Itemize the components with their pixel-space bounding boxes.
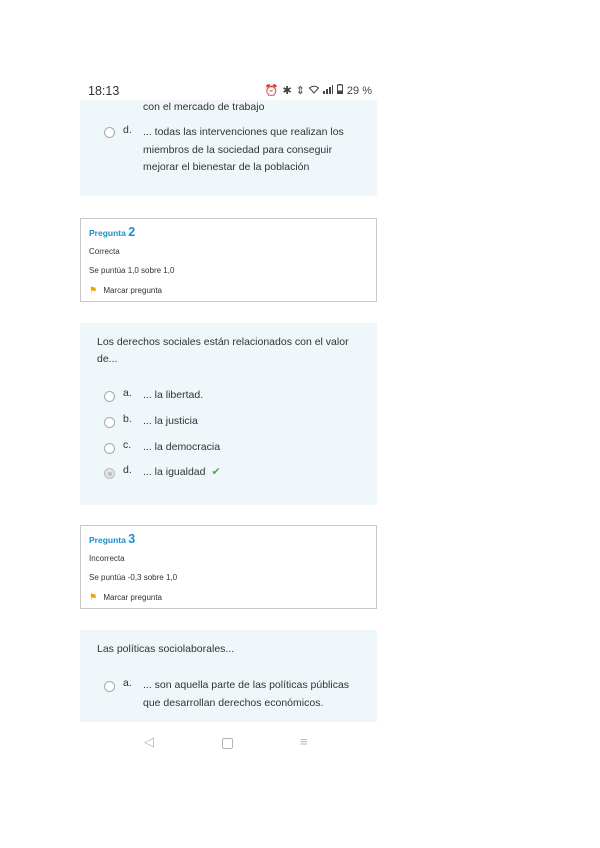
option-text: ... todas las intervenciones que realizan los miembros de la sociedad para conseguir mejorar el bienestar de la población [143, 126, 344, 173]
home-icon[interactable] [222, 738, 233, 749]
flag-question-3[interactable]: ⚑ Marcar pregunta [89, 592, 163, 602]
question-3-title: Pregunta 3 [89, 532, 136, 546]
flag-icon: ⚑ [89, 285, 98, 295]
q2-option-d-radio[interactable] [104, 468, 115, 479]
question-3-info [80, 525, 377, 609]
status-icons [265, 84, 372, 97]
option-letter: d. [123, 124, 132, 136]
question-3-body [80, 630, 377, 722]
option-text: ... la libertad. [143, 389, 204, 401]
question-2-status: Correcta [89, 247, 120, 256]
correct-check-icon: ✔ [211, 466, 221, 478]
alarm-icon: ⏰ [264, 85, 279, 97]
battery-icon [337, 84, 343, 97]
q1-partial-text: con el mercado de trabajo [143, 101, 265, 113]
question-2-title: Pregunta 2 [89, 225, 136, 239]
bluetooth-icon: ✱ [282, 85, 292, 97]
option-text: ... la justicia [143, 415, 198, 427]
question-2-score: Se puntúa 1,0 sobre 1,0 [89, 266, 175, 275]
question-2-body [80, 323, 377, 505]
question-1-body [80, 100, 377, 196]
recent-apps-icon[interactable]: ≡ [300, 734, 308, 749]
status-bar [88, 84, 372, 100]
q1-option-d-radio[interactable] [104, 127, 115, 138]
option-letter: b. [123, 413, 132, 425]
option-letter: d. [123, 464, 132, 476]
q3-option-a-radio[interactable] [104, 681, 115, 692]
option-letter: c. [123, 439, 132, 451]
battery-percent: 29 % [346, 84, 372, 97]
question-3-status: Incorrecta [89, 554, 125, 563]
option-letter: a. [123, 677, 132, 689]
status-time: 18:13 [88, 84, 120, 98]
quiz-content[interactable] [80, 100, 377, 722]
navigation-bar [80, 730, 377, 756]
back-icon[interactable]: ◁ [144, 734, 154, 749]
question-2-prompt: Los derechos sociales están relacionados con el valor de... [97, 336, 349, 365]
data-icon: ⇕ [295, 85, 305, 97]
question-3-prompt: Las políticas sociolaborales... [97, 643, 235, 655]
wifi-icon [309, 85, 319, 97]
question-3-score: Se puntúa -0,3 sobre 1,0 [89, 573, 178, 582]
option-text: ... son aquella parte de las políticas públicas que desarrollan derechos económicos. [143, 679, 350, 709]
option-text: ... la igualdad ✔ [143, 466, 221, 478]
flag-question-2[interactable]: ⚑ Marcar pregunta [89, 285, 163, 295]
option-text: ... la democracia [143, 441, 221, 453]
q2-option-c-radio[interactable] [104, 443, 115, 454]
flag-icon: ⚑ [89, 592, 98, 602]
q2-option-b-radio[interactable] [104, 417, 115, 428]
option-letter: a. [123, 387, 132, 399]
question-2-info [80, 218, 377, 302]
signal-icon [323, 85, 333, 97]
q2-option-a-radio[interactable] [104, 391, 115, 402]
